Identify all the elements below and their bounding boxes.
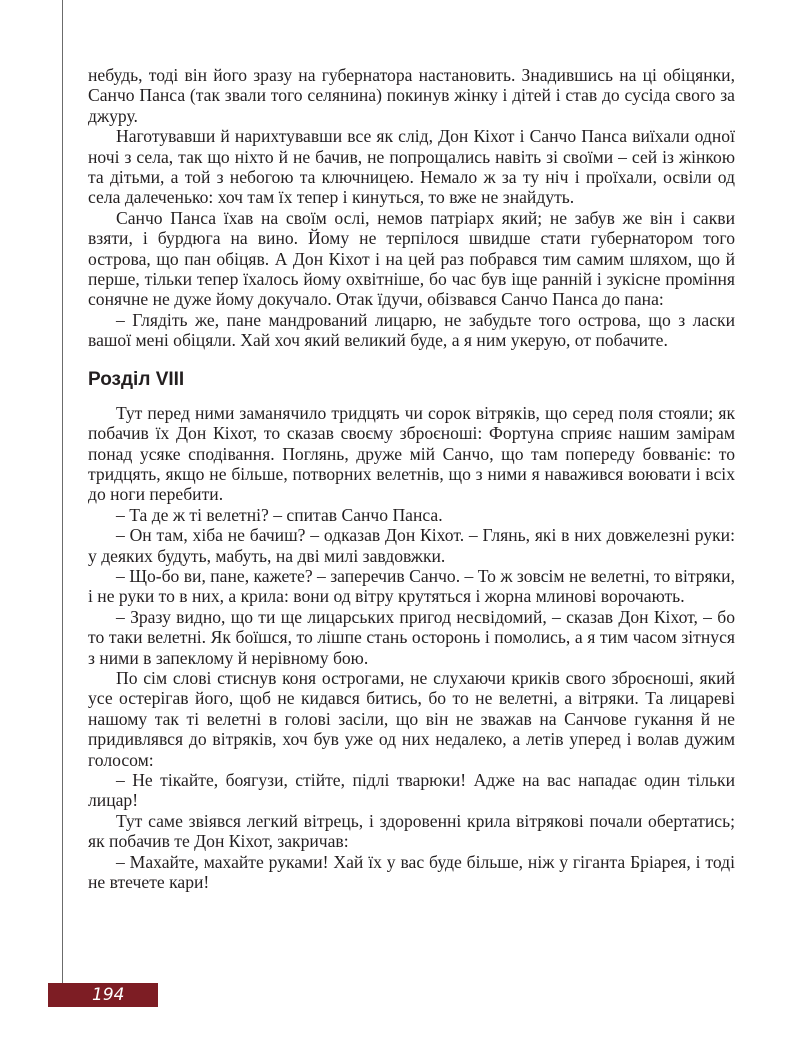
paragraph-10: По сім слові стиснув коня острогами, не слухаючи криків свого зброєноші, який усе остерігав його, щоб не кидався битись, бо то не велетні, а вітряки. Та лицареві нашому так ті велетні в голові засіли, що він не зважав на Санчове гукання й не придивлявся до вітряків, хоч був уже од них недалеко, а летів уперед і волав дужим голосом: [88, 667, 735, 770]
paragraph-9: – Зразу видно, що ти ще лицарських пригод несвідомий, – сказав Дон Кіхот, – бо то таки велетні. Як боїшся, то лішпе стань осторонь і помолись, а я тим часом зітнуся з ними в запеклому й нерівному бою. [88, 606, 735, 668]
paragraphs-after [88, 403, 735, 893]
paragraph-6: – Та де ж ті велетні? – спитав Санчо Панса. [116, 504, 443, 525]
margin-rule [62, 0, 63, 990]
paragraph-8: – Що-бо ви, пане, кажете? – заперечив Санчо. – То ж зовсім не велетні, то вітряки, і не руки то в них, а крила: вони од вітру крутяться і жорна млинові ворочають. [88, 565, 735, 607]
paragraph-5: Тут перед ними заманячило тридцять чи сорок вітряків, що серед поля стояли; як побачив їх Дон Кіхот, то сказав своєму зброєноші: Фортуна сприяє нашим замірам понад усяке сподівання. Поглянь, друже мій Санчо, що там попереду бовваніє: то тридцять, якщо не більше, потворних велетнів, що з ними я наважився воювати і всіх до ноги перебити. [88, 402, 735, 505]
paragraph-7: – Он там, хіба не бачиш? – одказав Дон Кіхот. – Глянь, які в них довжелезні руки: у деяких будуть, мабуть, на дві милі завдовжки. [88, 525, 735, 566]
paragraph-3: Санчо Панса їхав на своїм ослі, немов патріарх який; не забув же він і сакви взяти, і бурдюга на вино. Йому не терпілося швидше стати губернатором того острова, що пан обіцяв. А Дон Кіхот і на цей раз побрався тим самим шляхом, що й перше, тільки тепер їхалось йому охвітніше, бо час був іще ранній і зукісне проміння сонячне не дуже йому докучало. Отак їдучи, обізвався Санчо Панса до пана: [88, 207, 735, 310]
paragraph-13: – Махайте, махайте руками! Хай їх у вас буде більше, ніж у гіганта Бріарея, і тоді не втечете кари! [88, 851, 735, 893]
section-heading: Розділ VIII [88, 368, 185, 390]
paragraph-12: Тут саме звіявся легкий вітрець, і здоровенні крила вітрякові почали обертатись; як побачив те Дон Кіхот, закричав: [88, 810, 735, 852]
paragraph-4: – Глядіть же, пане мандрований лицарю, не забудьте того острова, що з ласки вашої мені обіцяли. Хай хоч який великий буде, а я ним укерую, от побачите. [88, 309, 735, 351]
paragraph-11: – Не тікайте, боягузи, стійте, підлі тварюки! Адже на вас нападає один тільки лицар! [88, 770, 735, 811]
paragraphs-before [88, 65, 735, 351]
text-column [88, 65, 735, 892]
page-number: 194 [92, 985, 125, 1005]
paragraph-2: Наготувавши й нарихтувавши все як слід, Дон Кіхот і Санчо Панса виїхали одної ночі з села, так що ніхто й не бачив, не попрощались навіть зі своїми – сей із жінкою та дітьми, а той з небогою та ключницею. Немало ж за ту ніч і проїхали, освіли од села далеченько: хоч там їх тепер і кинуться, то вже не знайдуть. [88, 126, 735, 208]
paragraph-1: небудь, тоді він його зразу на губернатора настановить. Знадившись на ці обіцянки, Санчо Панса (так звали того селянина) покинув жінку і дітей і став до сусіда свого за джуру. [88, 65, 735, 126]
